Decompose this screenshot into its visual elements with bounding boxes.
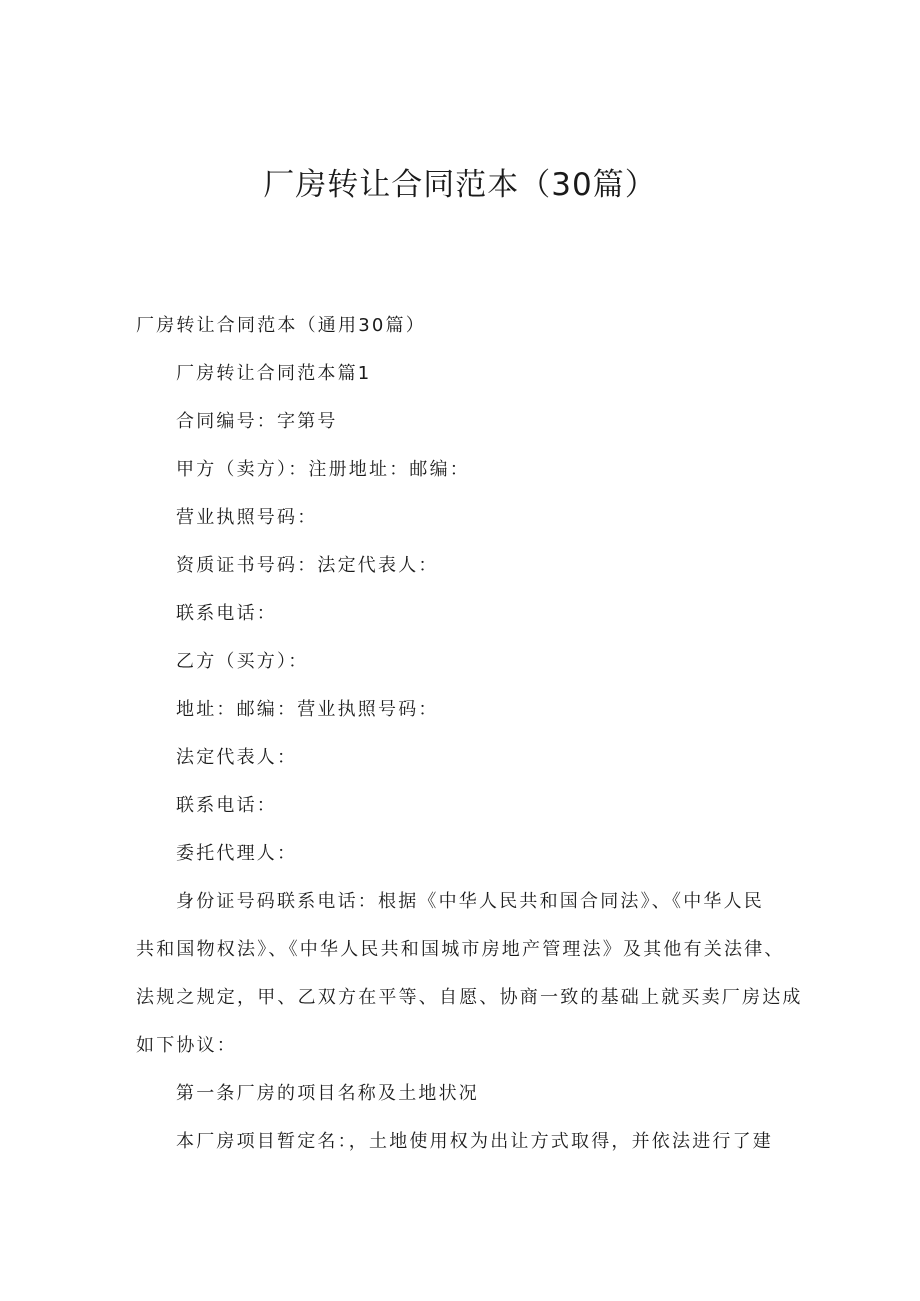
party-b-phone-line: 联系电话： [176,795,277,816]
document-body [136,312,803,1176]
paragraph-line: 如下协议： [136,1035,237,1056]
section-heading: 厂房转让合同范本篇1 [176,363,372,384]
party-a-line: 甲方（卖方）：注册地址：邮编： [176,459,470,480]
paragraph-line: 共和国物权法》、《中华人民共和国城市房地产管理法》及其他有关法律、 [136,939,785,960]
paragraph-line: 本厂房项目暂定名：，土地使用权为出让方式取得，并依法进行了建 [176,1131,773,1152]
party-b-address-line: 地址：邮编：营业执照号码： [176,699,439,720]
paragraph-line: 身份证号码联系电话：根据《中华人民共和国合同法》、《中华人民 [176,891,764,912]
subtitle-line: 厂房转让合同范本（通用30篇） [136,315,426,336]
party-a-phone-line: 联系电话： [176,603,277,624]
party-a-cert-line: 资质证书号码：法定代表人： [176,555,439,576]
party-b-rep-line: 法定代表人： [176,747,298,768]
agent-line: 委托代理人： [176,843,298,864]
paragraph-line: 法规之规定，甲、乙双方在平等、自愿、协商一致的基础上就买卖厂房达成 [136,987,803,1008]
document-title: 厂房转让合同范本（30篇） [263,167,657,203]
contract-number-line: 合同编号：字第号 [176,411,338,432]
party-a-license-line: 营业执照号码： [176,507,318,528]
party-b-line: 乙方（买方）： [176,651,309,672]
article-heading: 第一条厂房的项目名称及土地状况 [176,1083,479,1104]
